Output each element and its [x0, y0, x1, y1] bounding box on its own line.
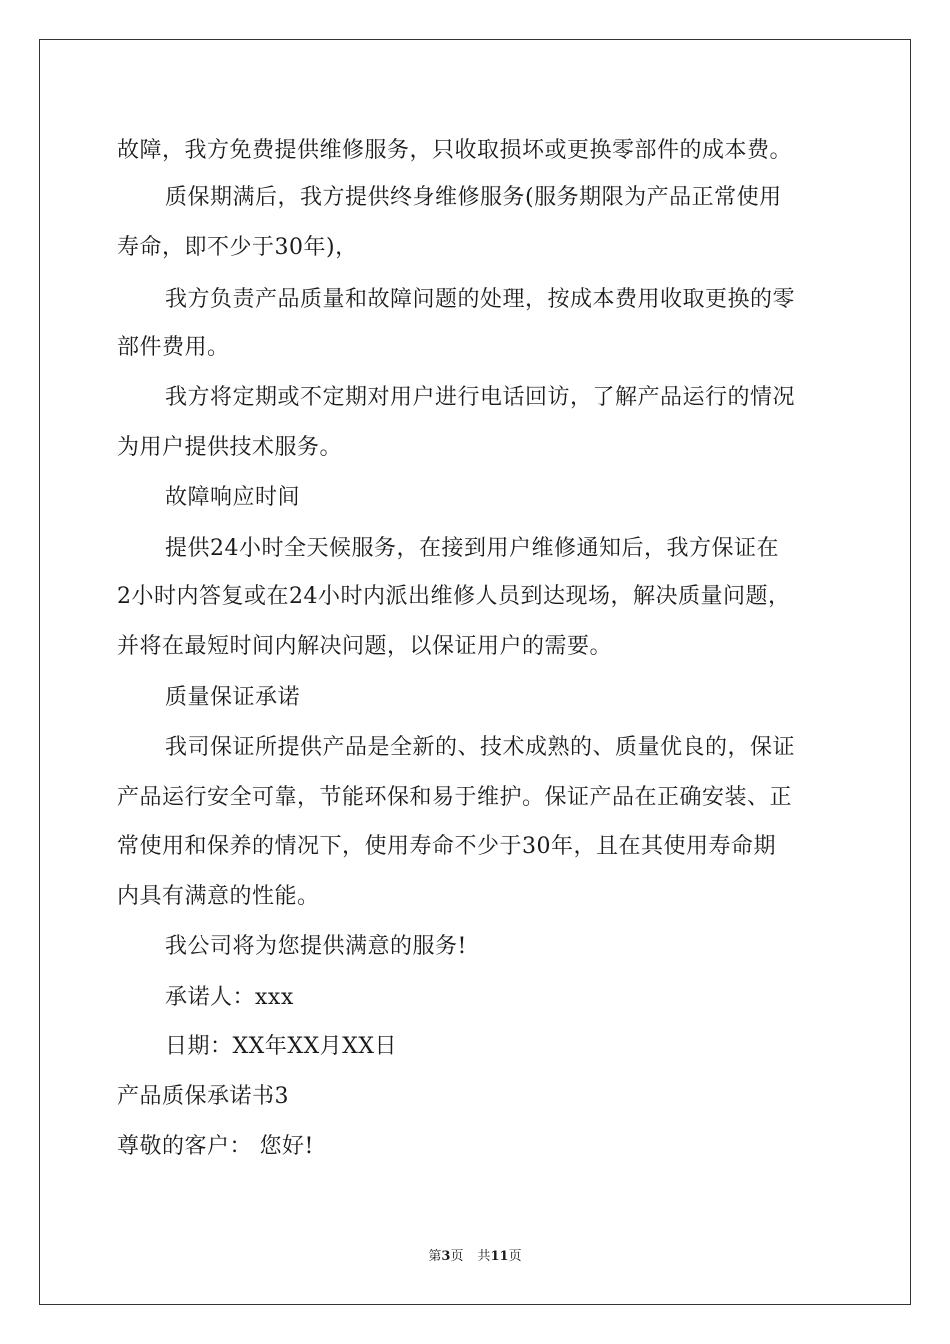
- date-line: 日期：XX年XX月XX日: [165, 1034, 397, 1059]
- paragraph-line: 质保期满后，我方提供终身维修服务(服务期限为产品正常使用: [165, 185, 782, 210]
- page-border: [39, 39, 911, 1305]
- paragraph-line: 提供24小时全天候服务，在接到用户维修通知后，我方保证在: [165, 536, 779, 561]
- paragraph-line: 产品运行安全可靠，节能环保和易于维护。保证产品在正确安装、正: [117, 785, 793, 810]
- paragraph-line: 我公司将为您提供满意的服务!: [165, 934, 467, 959]
- paragraph-line: 部件费用。: [117, 335, 230, 360]
- paragraph-line: 故障，我方免费提供维修服务，只收取损坏或更换零部件的成本费。: [117, 138, 793, 163]
- paragraph-line: 为用户提供技术服务。: [117, 435, 343, 460]
- paragraph-line: 常使用和保养的情况下，使用寿命不少于30年，且在其使用寿命期: [117, 834, 776, 859]
- document-title: 产品质保承诺书3: [117, 1084, 289, 1109]
- paragraph-line: 寿命，即不少于30年)，: [117, 235, 358, 260]
- signatory-line: 承诺人：xxx: [165, 985, 294, 1010]
- paragraph-line: 2小时内答复或在24小时内派出维修人员到达现场，解决质量问题，: [117, 584, 791, 609]
- page-suffix: 页: [450, 1249, 464, 1264]
- page-number: 3: [441, 1249, 451, 1264]
- paragraph-line: 我司保证所提供产品是全新的、技术成熟的、质量优良的，保证: [165, 735, 796, 760]
- paragraph-line: 我方将定期或不定期对用户进行电话回访，了解产品运行的情况: [165, 385, 796, 410]
- paragraph-line: 并将在最短时间内解决问题，以保证用户的需要。: [117, 634, 613, 659]
- section-heading: 故障响应时间: [165, 485, 301, 510]
- salutation-line: 尊敬的客户： 您好!: [117, 1134, 314, 1159]
- total-prefix: 共: [477, 1249, 491, 1264]
- paragraph-line: 内具有满意的性能。: [117, 884, 320, 909]
- page-footer: [0, 1248, 950, 1266]
- section-heading: 质量保证承诺: [165, 685, 301, 710]
- page-total: 11: [490, 1249, 509, 1264]
- total-suffix: 页: [508, 1249, 522, 1264]
- paragraph-line: 我方负责产品质量和故障问题的处理，按成本费用收取更换的零: [165, 287, 796, 312]
- page-prefix: 第: [428, 1249, 442, 1264]
